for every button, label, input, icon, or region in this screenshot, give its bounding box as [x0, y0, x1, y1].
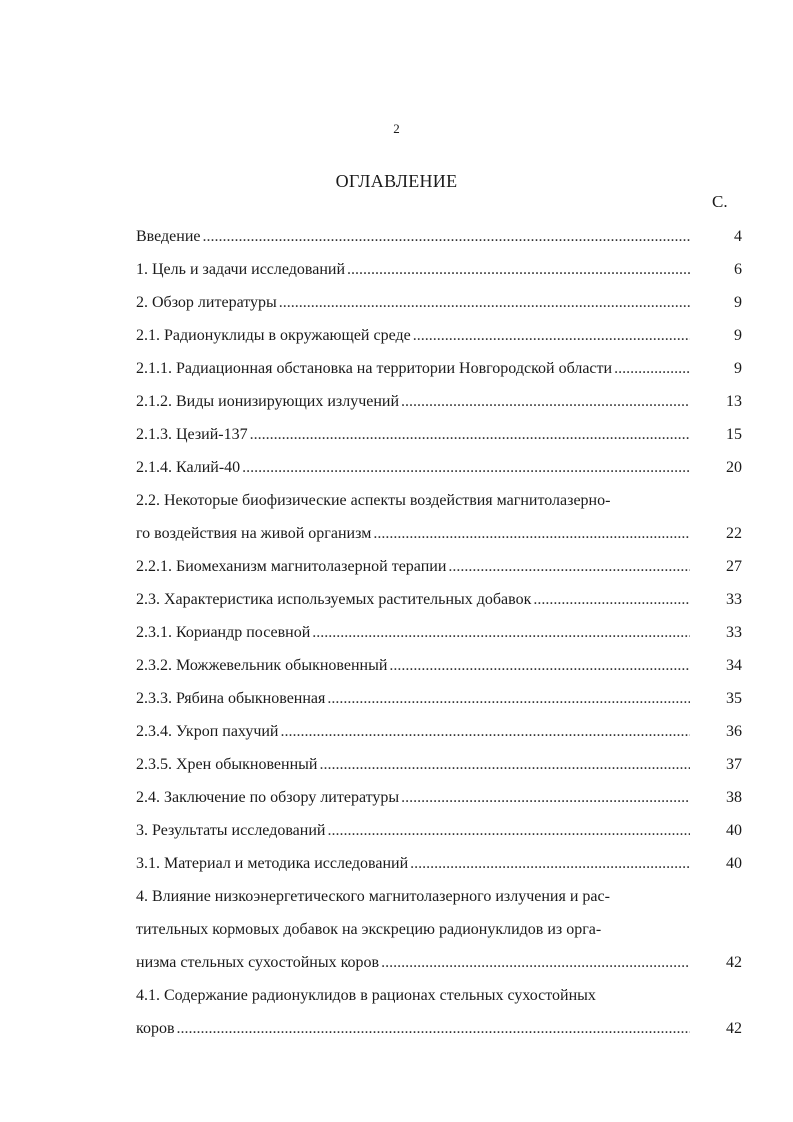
toc-entry-text: 1. Цель и задачи исследований [136, 261, 346, 278]
dot-leader [448, 558, 690, 576]
toc-entry [136, 822, 742, 855]
dot-leader [401, 393, 690, 411]
toc-entry [136, 756, 742, 789]
toc-entry-page: 20 [726, 459, 742, 476]
toc-entry-page: 38 [726, 789, 742, 806]
toc-entry [136, 492, 742, 525]
toc-entry-page: 40 [726, 855, 742, 872]
dot-leader [373, 525, 690, 543]
dot-leader [389, 657, 690, 675]
toc-entry [136, 393, 742, 426]
toc-entry-page: 35 [726, 690, 742, 707]
toc-entry-page: 42 [726, 1020, 742, 1037]
toc-entry-text: 2.2. Некоторые биофизические аспекты воздействия магнитолазерно- [136, 492, 611, 509]
dot-leader [319, 756, 690, 774]
dot-leader [401, 789, 690, 807]
toc-entry [136, 228, 742, 261]
toc-entry-text: 2.3.4. Укроп пахучий [136, 723, 279, 740]
toc-entry-text: Введение [136, 228, 201, 245]
dot-leader [614, 360, 690, 378]
toc-entry-page: 15 [726, 426, 742, 443]
toc-entry [136, 657, 742, 690]
toc-entry [136, 624, 742, 657]
toc-title: ОГЛАВЛЕНИЕ [335, 171, 458, 191]
toc-entry-page: 34 [726, 657, 742, 674]
toc-entry-text: 2.2.1. Биомеханизм магнитолазерной терапии [136, 558, 447, 575]
table-of-contents [136, 228, 742, 1053]
toc-entry-page: 37 [726, 756, 742, 773]
toc-entry-page: 40 [726, 822, 742, 839]
dot-leader [381, 954, 690, 972]
dot-leader [312, 624, 690, 642]
toc-entry-page: 27 [726, 558, 742, 575]
toc-entry [136, 690, 742, 723]
toc-entry [136, 1020, 742, 1053]
toc-entry-page: 42 [726, 954, 742, 971]
toc-entry-text: 2.3.3. Рябина обыкновенная [136, 690, 326, 707]
toc-entry-text: тительных кормовых добавок на экскрецию радионуклидов из орга- [136, 921, 602, 938]
toc-entry [136, 888, 742, 921]
toc-entry [136, 921, 742, 954]
toc-entry [136, 723, 742, 756]
toc-entry [136, 954, 742, 987]
toc-entry [136, 789, 742, 822]
page-number: 2 [393, 121, 400, 136]
toc-entry-text: 2.1. Радионуклиды в окружающей среде [136, 327, 411, 344]
toc-entry [136, 855, 742, 888]
toc-entry-text: низма стельных сухостойных коров [136, 954, 380, 971]
toc-entry-page: 6 [734, 261, 742, 278]
toc-entry-page: 22 [726, 525, 742, 542]
toc-entry-page: 9 [734, 360, 742, 377]
dot-leader [279, 294, 690, 312]
toc-entry-text: 2.4. Заключение по обзору литературы [136, 789, 400, 806]
dot-leader [242, 459, 690, 477]
dot-leader [177, 1020, 690, 1038]
toc-entry [136, 459, 742, 492]
toc-entry [136, 327, 742, 360]
toc-entry-page: 4 [734, 228, 742, 245]
toc-entry-text: 4. Влияние низкоэнергетического магнитолазерного излучения и рас- [136, 888, 610, 905]
toc-entry-text: 2.1.3. Цезий-137 [136, 426, 248, 443]
toc-entry-text: коров [136, 1020, 175, 1037]
toc-entry-text: 2.1.1. Радиационная обстановка на территории Новгородской области [136, 360, 613, 377]
toc-entry-text: 2.3.5. Хрен обыкновенный [136, 756, 318, 773]
toc-entry [136, 261, 742, 294]
toc-entry-text: го воздействия на живой организм [136, 525, 372, 542]
toc-entry-text: 2.1.2. Виды ионизирующих излучений [136, 393, 400, 410]
toc-entry-text: 2. Обзор литературы [136, 294, 277, 311]
toc-entry [136, 525, 742, 558]
toc-entry [136, 360, 742, 393]
toc-entry [136, 591, 742, 624]
dot-leader [413, 327, 690, 345]
toc-entry-page: 36 [726, 723, 742, 740]
toc-entry [136, 294, 742, 327]
page-column-label: С. [712, 192, 728, 211]
toc-entry-page: 9 [734, 294, 742, 311]
dot-leader [410, 855, 690, 873]
toc-entry-text: 3. Результаты исследований [136, 822, 326, 839]
toc-entry-page: 33 [726, 624, 742, 641]
toc-entry-page: 13 [726, 393, 742, 410]
dot-leader [347, 261, 690, 279]
dot-leader [250, 426, 690, 444]
toc-entry [136, 426, 742, 459]
dot-leader [327, 822, 690, 840]
toc-entry-page: 33 [726, 591, 742, 608]
toc-entry-text: 3.1. Материал и методика исследований [136, 855, 409, 872]
dot-leader [533, 591, 690, 609]
dot-leader [327, 690, 690, 708]
toc-entry [136, 987, 742, 1020]
dot-leader [280, 723, 690, 741]
toc-entry-text: 4.1. Содержание радионуклидов в рационах стельных сухостойных [136, 987, 596, 1004]
toc-entry-text: 2.3. Характеристика используемых растительных добавок [136, 591, 532, 608]
toc-entry [136, 558, 742, 591]
toc-entry-page: 9 [734, 327, 742, 344]
dot-leader [203, 228, 691, 246]
toc-entry-text: 2.1.4. Калий-40 [136, 459, 241, 476]
toc-entry-text: 2.3.2. Можжевельник обыкновенный [136, 657, 388, 674]
toc-entry-text: 2.3.1. Кориандр посевной [136, 624, 311, 641]
